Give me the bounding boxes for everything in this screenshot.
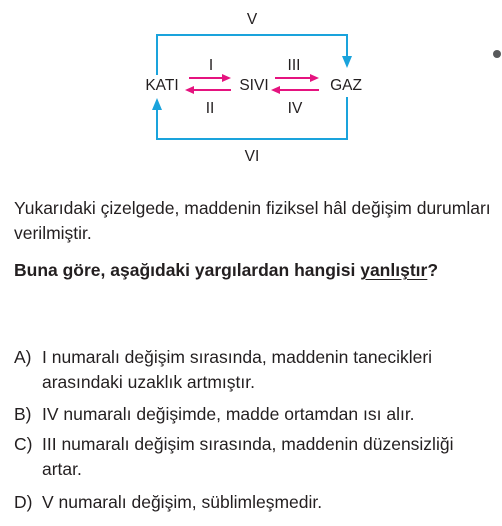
option-d[interactable] <box>14 490 494 515</box>
option-b[interactable] <box>14 402 494 427</box>
option-c[interactable] <box>14 432 494 482</box>
question-before: Buna göre, aşağıdaki yargılardan hangisi <box>14 260 361 280</box>
arrow-iv-head <box>271 86 280 94</box>
option-d-letter: D) <box>14 492 33 512</box>
question-emphasis: yanlıştır <box>360 260 428 280</box>
option-d-text: V numaralı değişim, süblimleşmedir. <box>42 492 323 512</box>
option-b-text: IV numaralı değişimde, madde ortamdan ısı alır. <box>42 404 415 424</box>
option-a[interactable] <box>14 345 494 395</box>
state-solid: KATI <box>145 77 179 94</box>
label-i: I <box>208 57 214 74</box>
state-liquid: SIVI <box>239 77 269 94</box>
option-c-text: III numaralı değişim sırasında, maddenin düzensizliği artar. <box>42 434 454 479</box>
arrow-ii-head <box>185 86 194 94</box>
label-ii: II <box>205 100 215 117</box>
question-stem: Yukarıdaki çizelgede, maddenin fiziksel hâl değişim durumları verilmiştir. <box>14 198 491 243</box>
option-c-letter: C) <box>14 434 33 454</box>
option-a-letter: A) <box>14 347 32 367</box>
arrow-iii-head <box>310 74 319 82</box>
arrow-i-head <box>222 74 231 82</box>
margin-dot <box>493 50 501 58</box>
option-a-text: I numaralı değişim sırasında, maddenin tanecikleri arasındaki uzaklık artmıştır. <box>42 347 433 392</box>
option-b-letter: B) <box>14 404 32 424</box>
arrow-v-path <box>157 35 347 75</box>
arrow-v-head <box>342 56 352 68</box>
label-iv: IV <box>287 100 303 117</box>
label-vi: VI <box>244 148 260 165</box>
question-after: ? <box>427 260 439 280</box>
arrow-vi-path <box>157 97 347 139</box>
state-gas: GAZ <box>330 77 362 94</box>
arrow-vi-head <box>152 98 162 110</box>
label-iii: III <box>287 57 301 74</box>
phase-change-diagram <box>0 0 502 170</box>
question-prompt <box>14 258 494 283</box>
label-v: V <box>246 11 258 28</box>
